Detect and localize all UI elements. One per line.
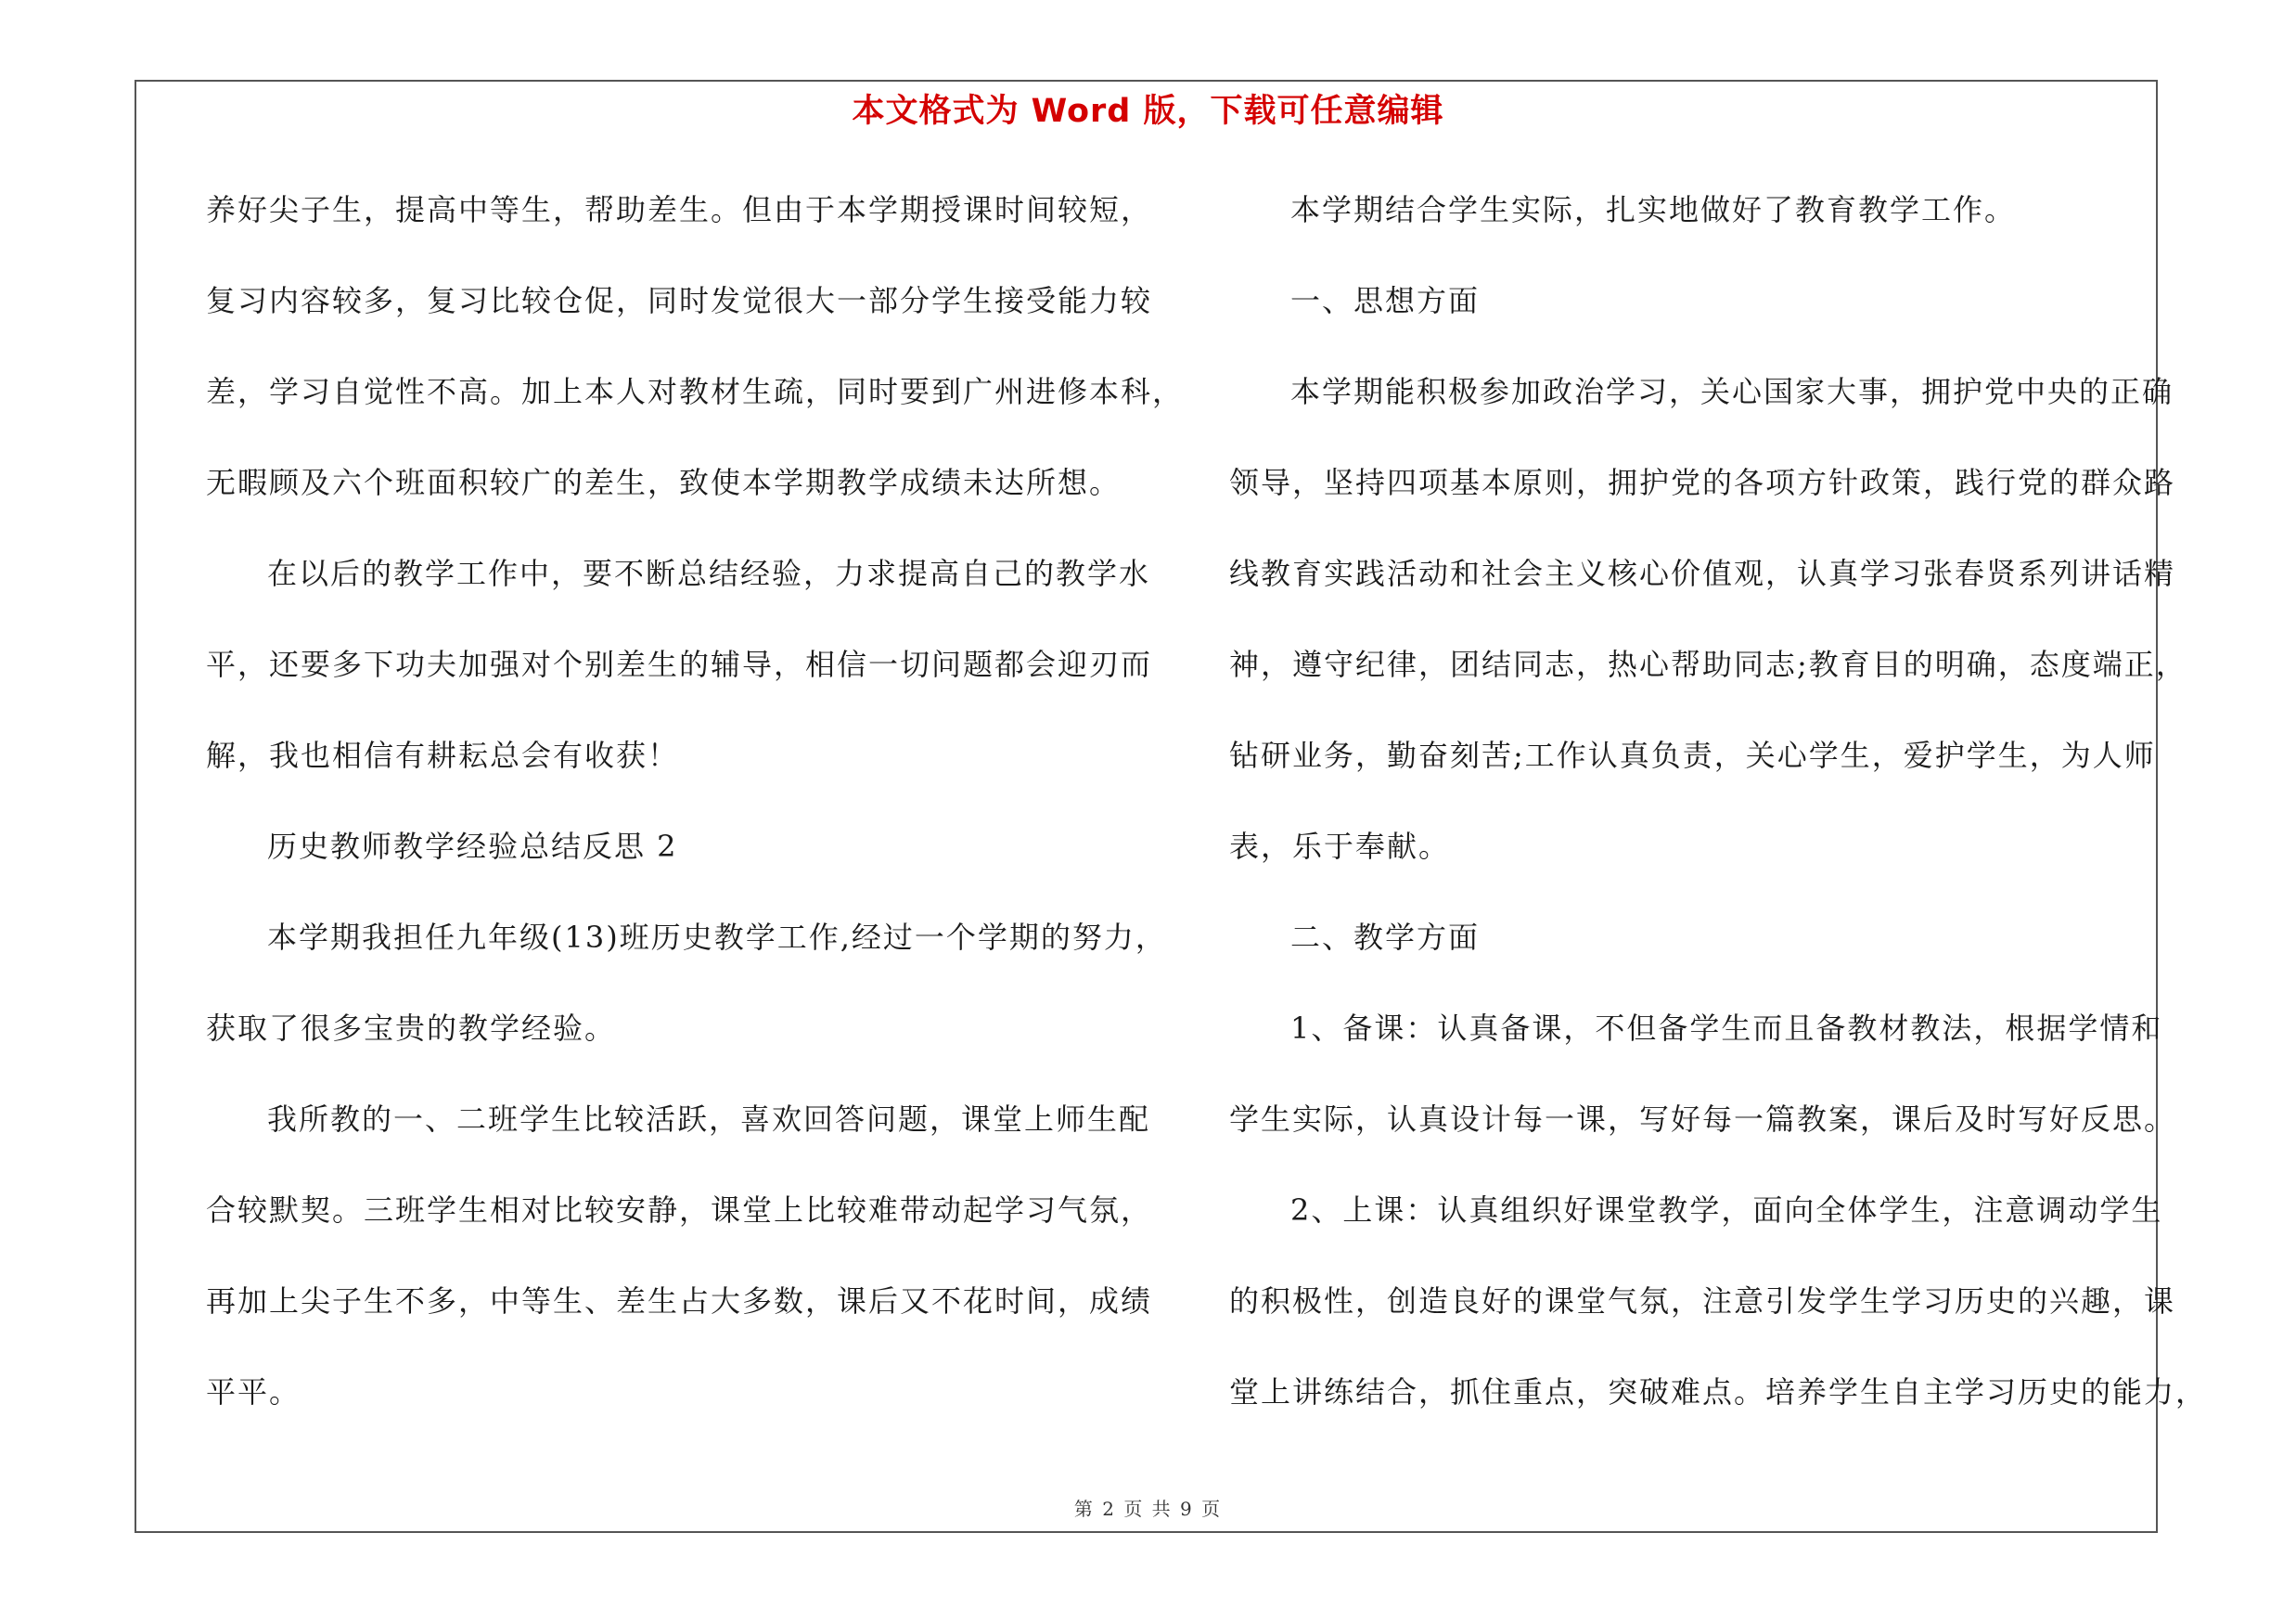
text-line: 本学期我担任九年级(13)班历史教学工作,经过一个学期的努力， xyxy=(267,920,1167,955)
text-line: 无暇顾及六个班面积较广的差生，致使本学期教学成绩未达所想。 xyxy=(206,465,1122,500)
text-line: 的积极性，创造良好的课堂气氛，注意引发学生学习历史的兴趣，课 xyxy=(1229,1283,2176,1319)
text-line: 二、教学方面 xyxy=(1290,920,1481,955)
text-line: 线教育实践活动和社会主义核心价值观，认真学习张春贤系列讲话精 xyxy=(1229,556,2176,591)
text-line: 本学期能积极参加政治学习，关心国家大事，拥护党中央的正确 xyxy=(1290,374,2174,409)
text-line: 一、思想方面 xyxy=(1290,283,1481,318)
text-line: 神，遵守纪律，团结同志，热心帮助同志;教育目的明确，态度端正， xyxy=(1229,647,2187,682)
text-line: 历史教师教学经验总结反思 2 xyxy=(267,829,678,864)
text-line: 领导，坚持四项基本原则，拥护党的各项方针政策，践行党的群众路 xyxy=(1229,465,2176,500)
text-line: 本学期结合学生实际，扎实地做好了教育教学工作。 xyxy=(1290,192,2017,227)
text-line: 钻研业务，勤奋刻苦;工作认真负责，关心学生，爱护学生，为人师 xyxy=(1229,738,2156,773)
text-line: 再加上尖子生不多，中等生、差生占大多数，课后又不花时间，成绩 xyxy=(206,1283,1153,1319)
text-line: 获取了很多宝贵的教学经验。 xyxy=(206,1011,617,1046)
text-line: 堂上讲练结合，抓住重点，突破难点。培养学生自主学习历史的能力， xyxy=(1229,1374,2208,1410)
text-line: 2、上课：认真组织好课堂教学，面向全体学生，注意调动学生 xyxy=(1290,1192,2163,1228)
text-line: 在以后的教学工作中，要不断总结经验，力求提高自己的教学水 xyxy=(267,556,1151,591)
format-banner: 本文格式为 Word 版，下载可任意编辑 xyxy=(852,93,1444,130)
text-line: 复习内容较多，复习比较仓促，同时发觉很大一部分学生接受能力较 xyxy=(206,283,1153,318)
text-line: 合较默契。三班学生相对比较安静，课堂上比较难带动起学习气氛， xyxy=(206,1192,1153,1228)
text-line: 差，学习自觉性不高。加上本人对教材生疏，同时要到广州进修本科， xyxy=(206,374,1185,409)
left-text-column xyxy=(206,182,1185,1455)
text-line: 我所教的一、二班学生比较活跃，喜欢回答问题，课堂上师生配 xyxy=(267,1101,1151,1137)
text-line: 表，乐于奉献。 xyxy=(1229,829,1451,864)
text-line: 学生实际，认真设计每一课，写好每一篇教案，课后及时写好反思。 xyxy=(1229,1101,2176,1137)
text-line: 平平。 xyxy=(206,1374,301,1410)
text-line: 平，还要多下功夫加强对个别差生的辅导，相信一切问题都会迎刃而 xyxy=(206,647,1153,682)
text-line: 1、备课：认真备课，不但备学生而且备教材教法，根据学情和 xyxy=(1290,1011,2163,1046)
right-text-column xyxy=(1229,182,2208,1455)
text-line: 养好尖子生，提高中等生，帮助差生。但由于本学期授课时间较短， xyxy=(206,192,1153,227)
text-line: 解，我也相信有耕耘总会有收获！ xyxy=(206,738,680,773)
page-number-footer: 第 2 页 共 9 页 xyxy=(1073,1498,1223,1520)
